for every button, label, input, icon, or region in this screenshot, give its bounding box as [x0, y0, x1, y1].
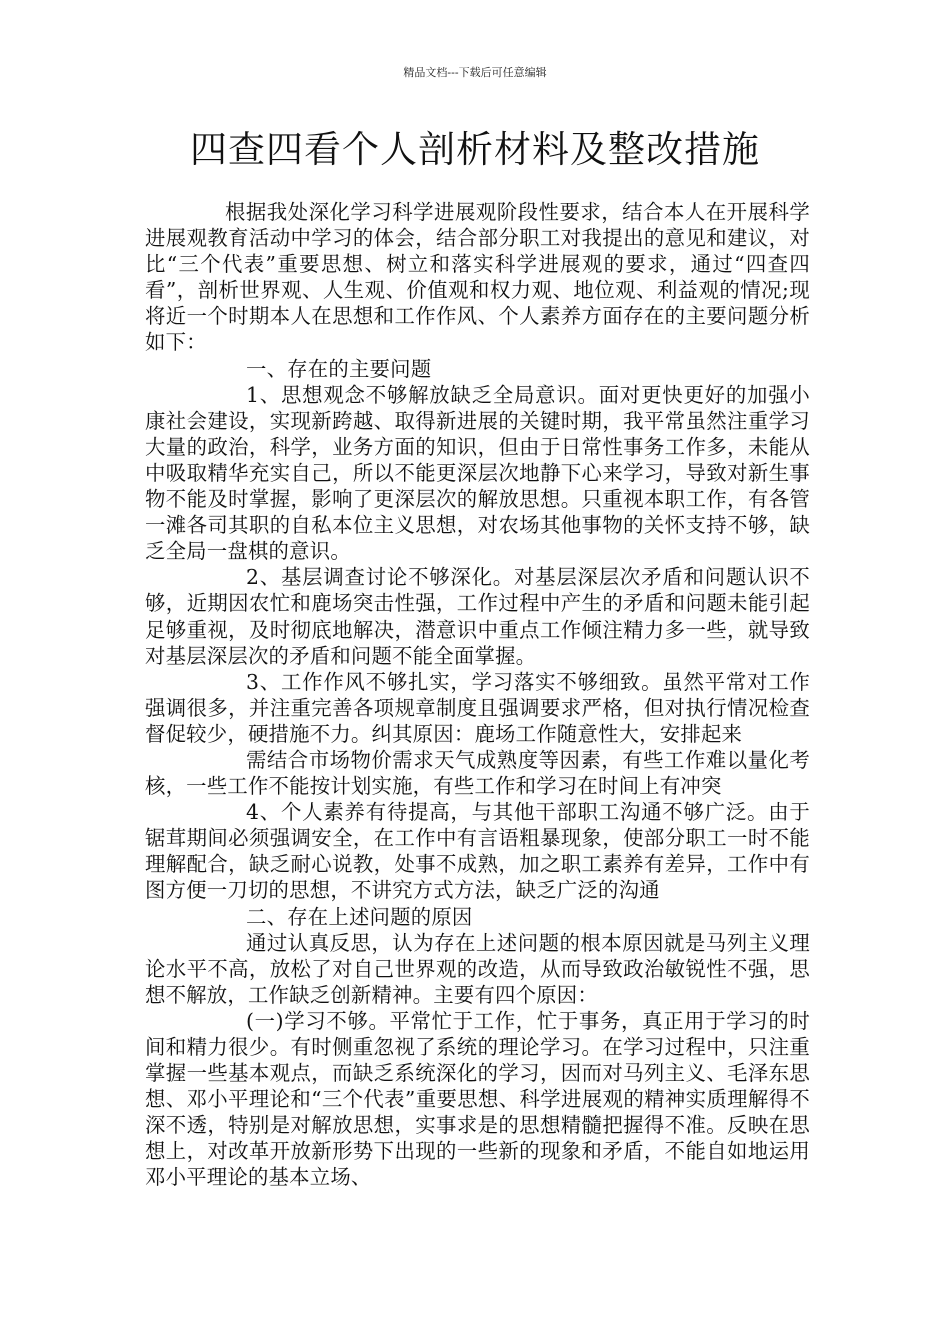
section-heading-problems: 一、存在的主要问题 — [246, 356, 432, 381]
paragraph-causes-intro: 通过认真反思，认为存在上述问题的根本原因就是马列主义理论水平不高，放松了对自己世界观的改造，从而导致政治敏锐性不强，思想不解放，工作缺乏创新精神。主要有四个原因： — [145, 930, 810, 1007]
paragraph-problem-1: 1、思想观念不够解放缺乏全局意识。面对更快更好的加强小康社会建设，实现新跨越、取得新进展的关键时期，我平常虽然注重学习大量的政治，科学，业务方面的知识，但由于日常性事务工作多，未能从中吸取精华充实自己，所以不能更深层次地静下心来学习，导致对新生事物不能及时掌握，影响了更深层次的解放思想。只重视本职工作，有各管一滩各司其职的自私本位主义思想，对农场其他事物的关怀支持不够，缺乏全局一盘棋的意识。 — [145, 382, 810, 564]
paragraph-problem-4: 4、个人素养有待提高，与其他干部职工沟通不够广泛。由于锯茸期间必须强调安全，在工作中有言语粗暴现象，使部分职工一时不能理解配合，缺乏耐心说教，处事不成熟，加之职工素养有差异，工作中有图方便一刀切的思想，不讲究方式方法，缺乏广泛的沟通 — [145, 800, 810, 903]
paragraph-problem-3-continued: 需结合市场物价需求天气成熟度等因素，有些工作难以量化考核，一些工作不能按计划实施，有些工作和学习在时间上有冲突 — [145, 747, 810, 799]
header-note: 精品文档---下载后可任意编辑 — [403, 66, 547, 79]
paragraph-cause-1: (一)学习不够。平常忙于工作，忙于事务，真正用于学习的时间和精力很少。有时侧重忽视了系统的理论学习。在学习过程中，只注重掌握一些基本观点，而缺乏系统深化的学习，因而对马列主义、毛泽东思想、邓小平理论和“三个代表”重要思想、科学进展观的精神实质理解得不深不透，特别是对解放思想，实事求是的思想精髓把握得不准。反映在思想上，对改革开放新形势下出现的一些新的现象和矛盾，不能自如地运用邓小平理论的基本立场、 — [145, 1008, 810, 1190]
section-heading-causes: 二、存在上述问题的原因 — [246, 904, 473, 929]
paragraph-problem-3: 3、工作作风不够扎实，学习落实不够细致。虽然平常对工作强调很多，并注重完善各项规章制度且强调要求严格，但对执行情况检查督促较少，硬措施不力。纠其原因：鹿场工作随意性大，安排起来 — [145, 669, 810, 746]
document-body — [145, 199, 810, 1191]
paragraph-intro: 根据我处深化学习科学进展观阶段性要求，结合本人在开展科学进展观教育活动中学习的体会，结合部分职工对我提出的意见和建议，对比“三个代表”重要思想、树立和落实科学进展观的要求，通过“四查四看”，剖析世界观、人生观、价值观和权力观、地位观、利益观的情况;现将近一个时期本人在思想和工作作风、个人素养方面存在的主要问题分析如下： — [145, 200, 810, 355]
paragraph-problem-2: 2、基层调查讨论不够深化。对基层深层次矛盾和问题认识不够，近期因农忙和鹿场突击性强，工作过程中产生的矛盾和问题未能引起足够重视，及时彻底地解决，潜意识中重点工作倾注精力多一些，就导致对基层深层次的矛盾和问题不能全面掌握。 — [145, 565, 810, 668]
document-title: 四查四看个人剖析材料及整改措施 — [190, 128, 760, 171]
